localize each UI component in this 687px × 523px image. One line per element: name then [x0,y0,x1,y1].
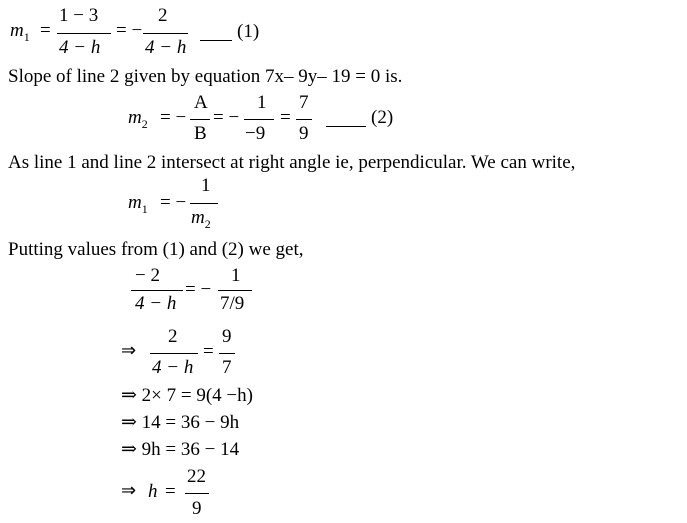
implies-arrow: ⇒ [121,480,137,501]
fraction-bar [244,119,274,120]
fraction-numerator: − 2 [135,265,160,286]
fraction-denominator: 9 [192,498,202,519]
fraction-denominator: −9 [245,123,266,144]
step-line-2: ⇒ 14 = 36 − 9h [121,412,240,433]
h-variable: h [148,481,158,502]
top-edge-mask [0,0,687,6]
fraction-bar [218,290,252,291]
fraction-denominator: B [194,123,207,144]
equals-sign: = [40,20,51,41]
step-line-3: ⇒ 9h = 36 − 14 [121,439,240,460]
fraction-numerator: 7 [299,92,309,113]
fraction-numerator: 22 [187,466,206,487]
m1-symbol: $m_1$ [128,192,148,216]
fraction-numerator: A [194,92,208,113]
equals-sign: = [165,481,176,502]
fraction-denominator: 4 − h [152,357,194,378]
fraction-bar [143,33,188,34]
fraction-bar [57,33,111,34]
m2-symbol: $m_2$ [191,207,211,231]
equals-minus-sign: = − [213,107,240,128]
fraction-denominator: 7/9 [220,293,245,314]
fraction-bar [150,353,198,354]
fraction-numerator: 2 [168,326,178,347]
fraction-bar [190,203,218,204]
fraction-denominator: 4 − h [145,37,187,58]
tag-leader-line [326,126,366,127]
equals-minus-sign: = − [160,192,187,213]
m1-symbol: $m_1$ [10,20,30,44]
fraction-numerator: 1 − 3 [59,5,99,26]
text-line-substitution: Putting values from (1) and (2) we get, [8,239,304,260]
m2-symbol: $m_2$ [128,107,148,131]
equals-sign: = [280,107,291,128]
step-line-1: ⇒ 2× 7 = 9(4 −h) [121,385,253,406]
fraction-numerator: 1 [231,265,241,286]
text-line-perpendicular: As line 1 and line 2 intersect at right angle ie, perpendicular. We can write, [8,152,576,173]
fraction-bar [296,119,312,120]
equals-minus-sign: = − [116,20,143,41]
implies-arrow: ⇒ [121,340,137,361]
equals-sign: = [203,341,214,362]
fraction-denominator: 4 − h [59,37,101,58]
fraction-bar [190,119,210,120]
fraction-numerator: 2 [158,5,168,26]
equation-tag: (1) [237,21,260,42]
fraction-numerator: 1 [201,175,211,196]
fraction-bar [131,290,183,291]
fraction-numerator: 1 [257,92,267,113]
equals-minus-sign: = − [185,279,212,300]
tag-leader-line [200,40,232,41]
fraction-bar [219,353,235,354]
fraction-denominator: 7 [222,357,232,378]
fraction-numerator: 9 [222,326,232,347]
fraction-denominator: 4 − h [135,293,177,314]
equals-minus-sign: = − [160,107,187,128]
equation-tag: (2) [371,107,394,128]
fraction-denominator: 9 [299,123,309,144]
text-line-slope-2: Slope of line 2 given by equation 7x– 9y– 19 = 0 is. [8,66,403,87]
fraction-bar [185,493,209,494]
